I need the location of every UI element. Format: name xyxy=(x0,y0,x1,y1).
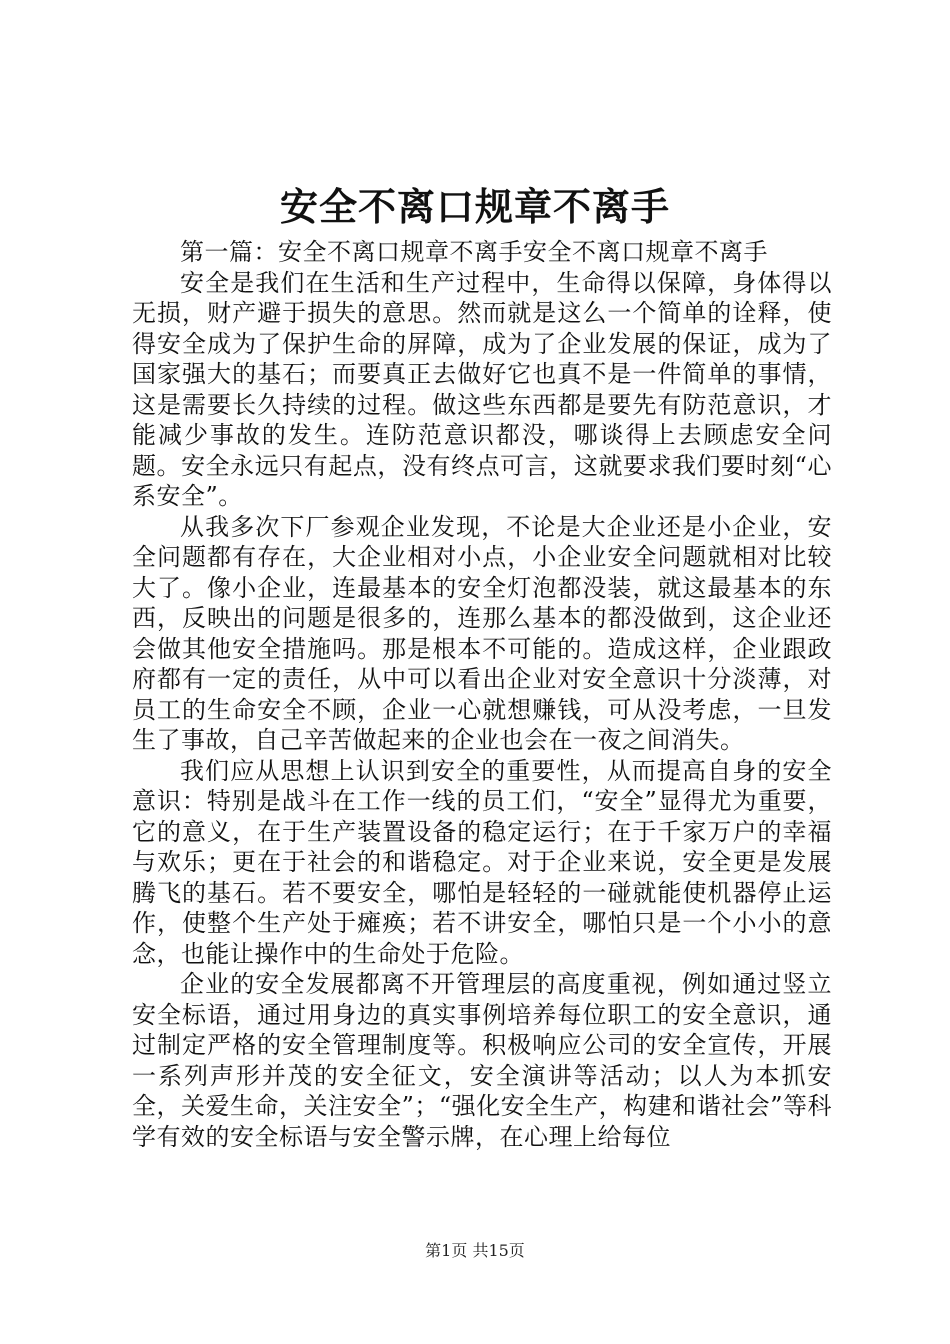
paragraph: 从我多次下厂参观企业发现，不论是大企业还是小企业，安全问题都有存在，大企业相对小点，小企业安全问题就相对比较大了。像小企业，连最基本的安全灯泡都没装，就这最基本的东西，反映出的问题是很多的，连那么基本的都没做到，这企业还会做其他安全措施吗。那是根本不可能的。造成这样，企业跟政府都有一定的责任，从中可以看出企业对安全意识十分淡薄，对员工的生命安全不顾，企业一心就想赚钱，可从没考虑，一旦发生了事故，自己辛苦做起来的企业也会在一夜之间消失。 xyxy=(132,512,832,754)
paragraph: 企业的安全发展都离不开管理层的高度重视，例如通过竖立安全标语，通过用身边的真实事例培养每位职工的安全意识，通过制定严格的安全管理制度等。积极响应公司的安全宣传，开展一系列声形并茂的安全征文，安全演讲等活动；以人为本抓安全，关爱生命，关注安全”；“强化安全生产，构建和谐社会”等科学有效的安全标语与安全警示牌，在心理上给每位 xyxy=(132,970,832,1151)
document-title: 安全不离口规章不离手 xyxy=(279,184,670,229)
paragraph: 我们应从思想上认识到安全的重要性，从而提高自身的安全意识：特别是战斗在工作一线的员工们，“安全”显得尤为重要，它的意义，在于生产装置设备的稳定运行；在于千家万户的幸福与欢乐；更在于社会的和谐稳定。对于企业来说，安全更是发展腾飞的基石。若不要安全，哪怕是轻轻的一碰就能使机器停止运作，使整个生产处于瘫痪；若不讲安全，哪怕只是一个小小的意念，也能让操作中的生命处于危险。 xyxy=(132,756,832,968)
paragraph: 安全是我们在生活和生产过程中，生命得以保障，身体得以无损，财产避于损失的意思。然而就是这么一个简单的诠释，使得安全成为了保护生命的屏障，成为了企业发展的保证，成为了国家强大的基石；而要真正去做好它也真不是一件简单的事情，这是需要长久持续的过程。做这些东西都是要先有防范意识，才能减少事故的发生。连防范意识都没，哪谈得上去顾虑安全问题。安全永远只有起点，没有终点可言，这就要求我们要时刻“心系安全”。 xyxy=(132,268,832,510)
page-number-footer: 第1页 共15页 xyxy=(425,1241,525,1260)
paragraph-heading: 第一篇：安全不离口规章不离手安全不离口规章不离手 xyxy=(180,238,768,266)
document-body xyxy=(132,237,832,1152)
